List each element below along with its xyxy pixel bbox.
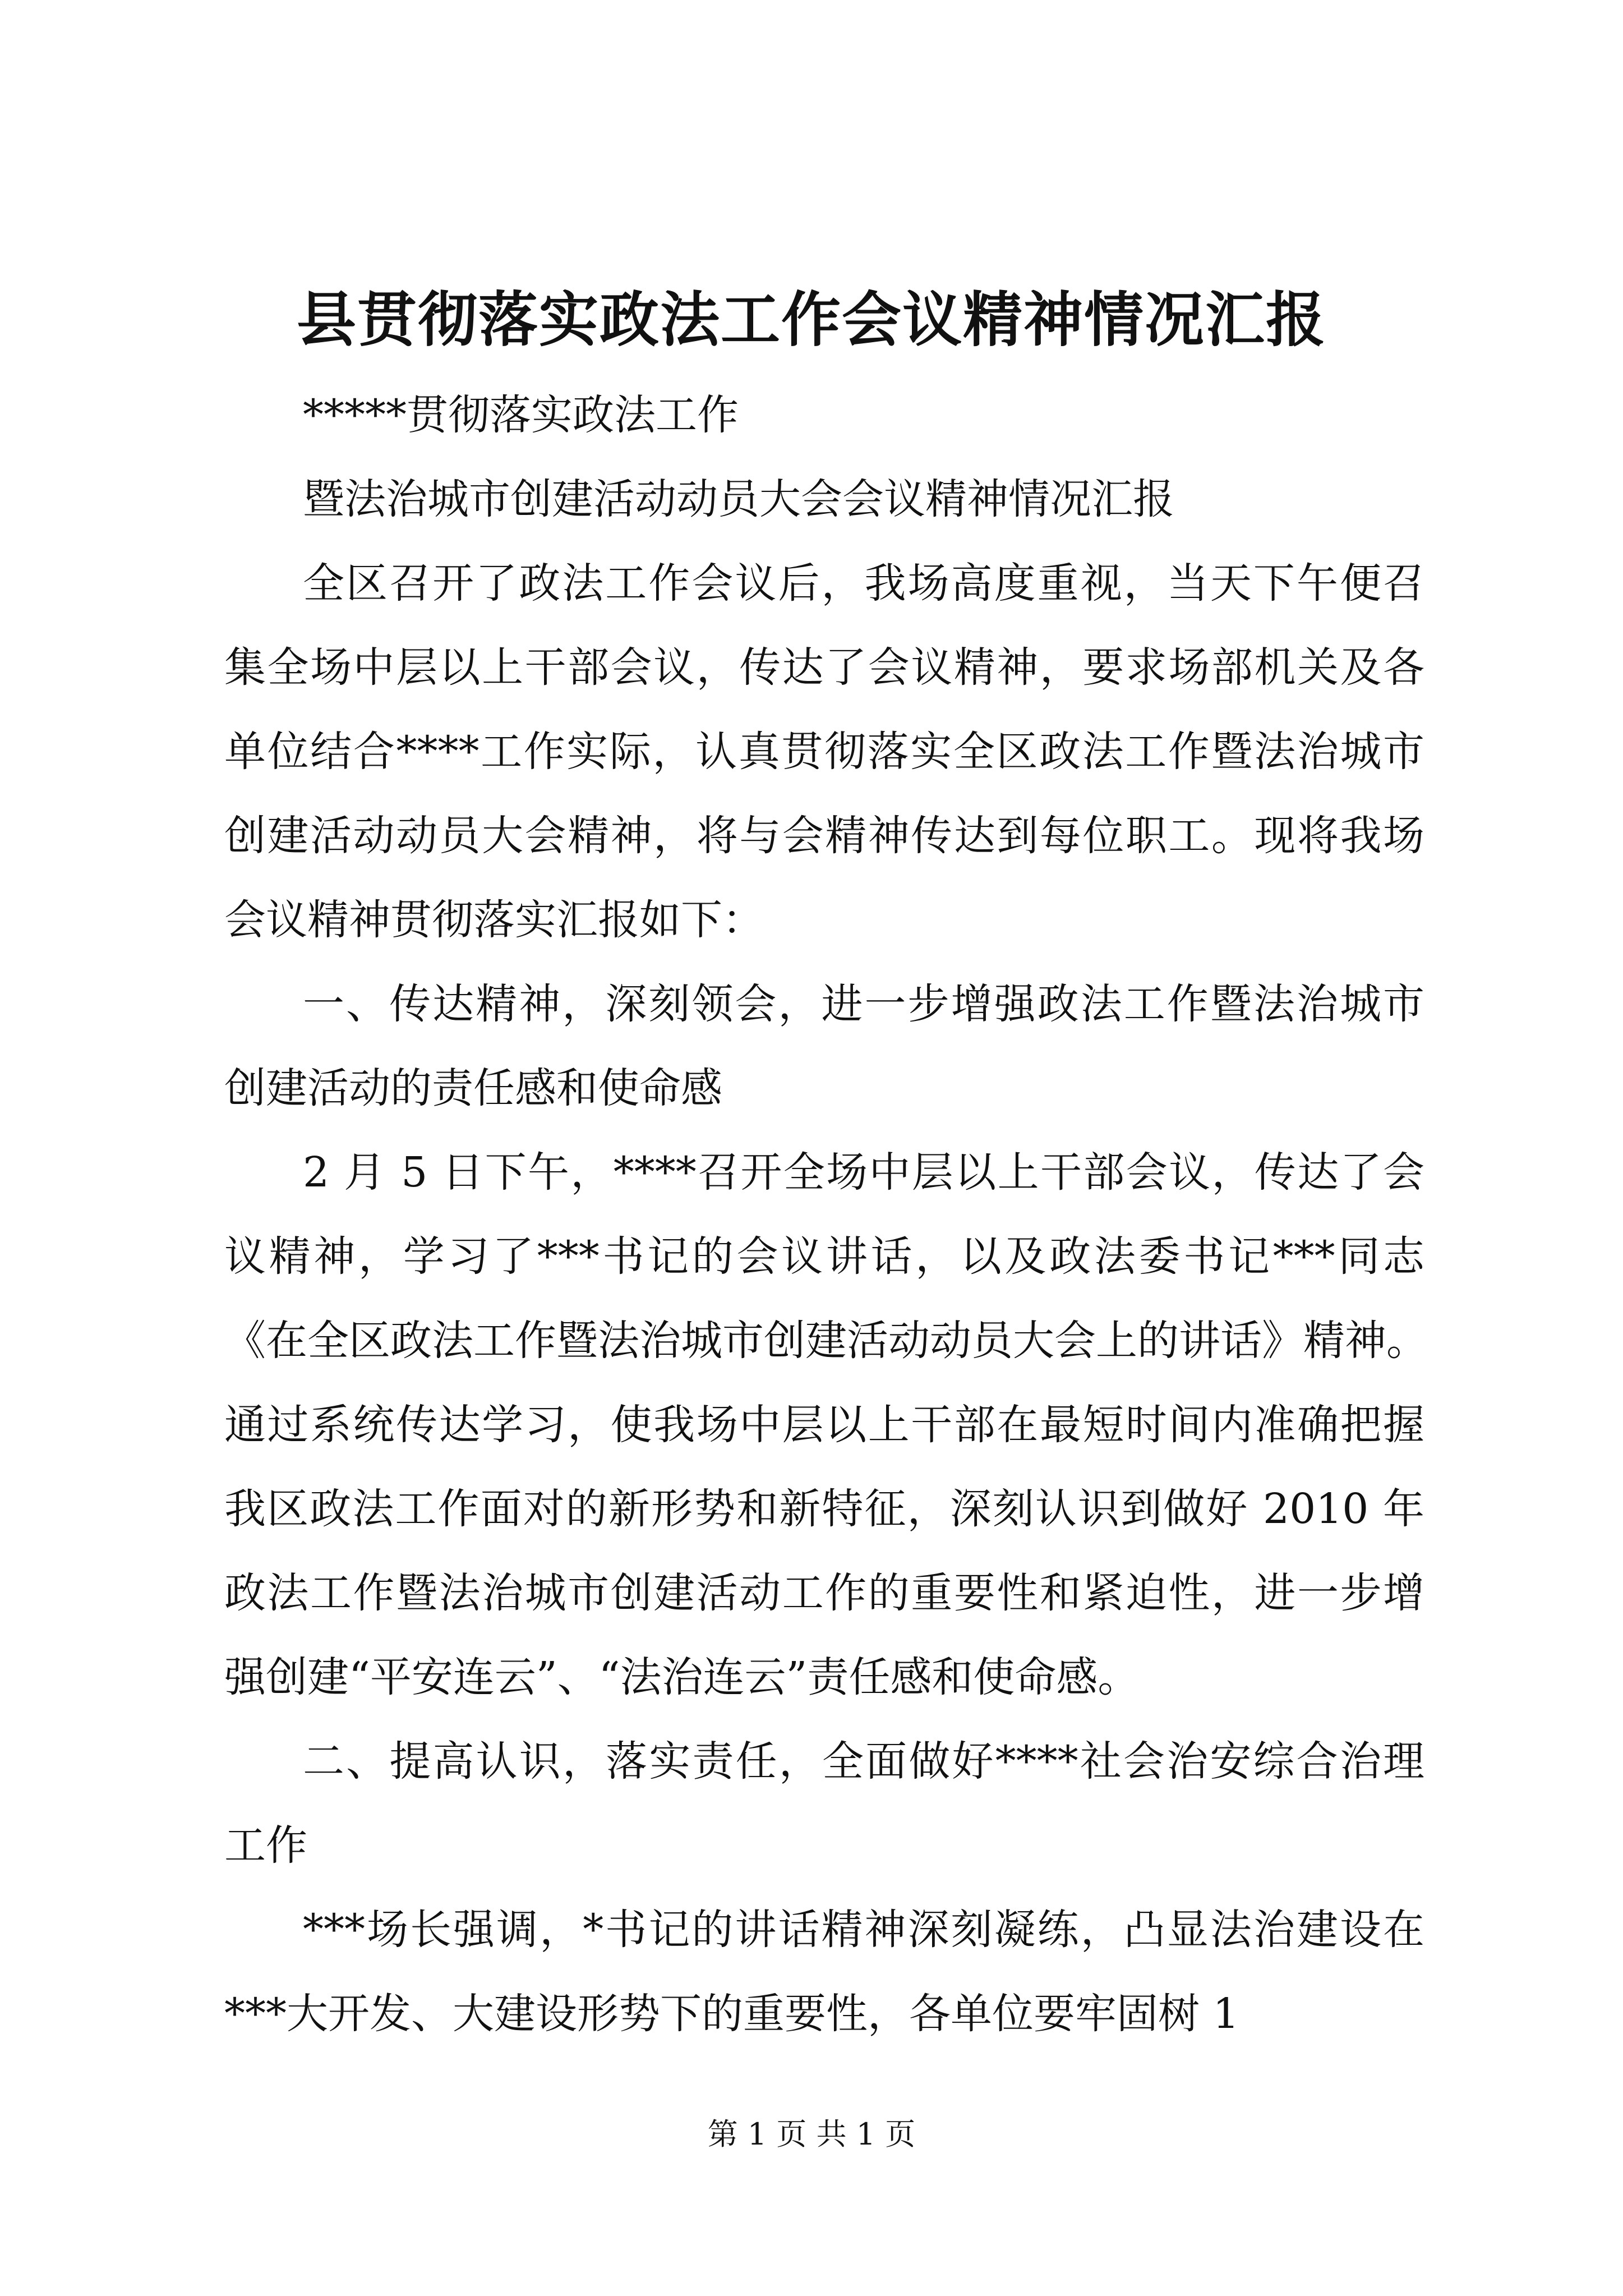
paragraph-line: 会议精神贯彻落实汇报如下： bbox=[224, 896, 764, 944]
paragraph-line: 强创建“平安连云”、“法治连云”责任感和使命感。 bbox=[224, 1653, 1140, 1701]
paragraph-line: 全区召开了政法工作会议后，我场高度重视，当天下午便召 bbox=[303, 559, 1424, 608]
document-title: 县贯彻落实政法工作会议精神情况汇报 bbox=[297, 284, 1326, 355]
paragraph-line: 2 月 5 日下午，****召开全场中层以上干部会议，传达了会 bbox=[303, 1148, 1424, 1197]
paragraph-line: 政法工作暨法治城市创建活动工作的重要性和紧迫性，进一步增 bbox=[224, 1569, 1424, 1617]
paragraph-line: ***场长强调，*书记的讲话精神深刻凝练，凸显法治建设在 bbox=[303, 1906, 1424, 1954]
section-heading-line: 工作 bbox=[224, 1821, 307, 1870]
section-heading-line: 创建活动的责任感和使命感 bbox=[224, 1064, 722, 1112]
page-footer: 第 1 页 共 1 页 bbox=[707, 2116, 916, 2152]
paragraph-line: 通过系统传达学习，使我场中层以上干部在最短时间内准确把握 bbox=[224, 1401, 1424, 1449]
paragraph-line: 《在全区政法工作暨法治城市创建活动动员大会上的讲话》精神。 bbox=[224, 1317, 1428, 1365]
section-heading-line: 一、传达精神，深刻领会，进一步增强政法工作暨法治城市 bbox=[303, 980, 1424, 1028]
section-heading-line: 二、提高认识，落实责任，全面做好****社会治安综合治理 bbox=[303, 1737, 1424, 1786]
paragraph-line: 议精神，学习了***书记的会议讲话，以及政法委书记***同志 bbox=[224, 1232, 1424, 1281]
paragraph-line: 集全场中层以上干部会议，传达了会议精神，要求场部机关及各 bbox=[224, 643, 1424, 692]
subtitle-line-2: 暨法治城市创建活动动员大会会议精神情况汇报 bbox=[303, 475, 1174, 523]
paragraph-line: ***大开发、大建设形势下的重要性，各单位要牢固树 1 bbox=[224, 1990, 1239, 2038]
paragraph-line: 单位结合****工作实际，认真贯彻落实全区政法工作暨法治城市 bbox=[224, 728, 1424, 776]
paragraph-line: 创建活动动员大会精神，将与会精神传达到每位职工。现将我场 bbox=[224, 812, 1424, 860]
subtitle-line-1: *****贯彻落实政法工作 bbox=[303, 391, 739, 439]
paragraph-line: 我区政法工作面对的新形势和新特征，深刻认识到做好 2010 年 bbox=[224, 1485, 1424, 1533]
